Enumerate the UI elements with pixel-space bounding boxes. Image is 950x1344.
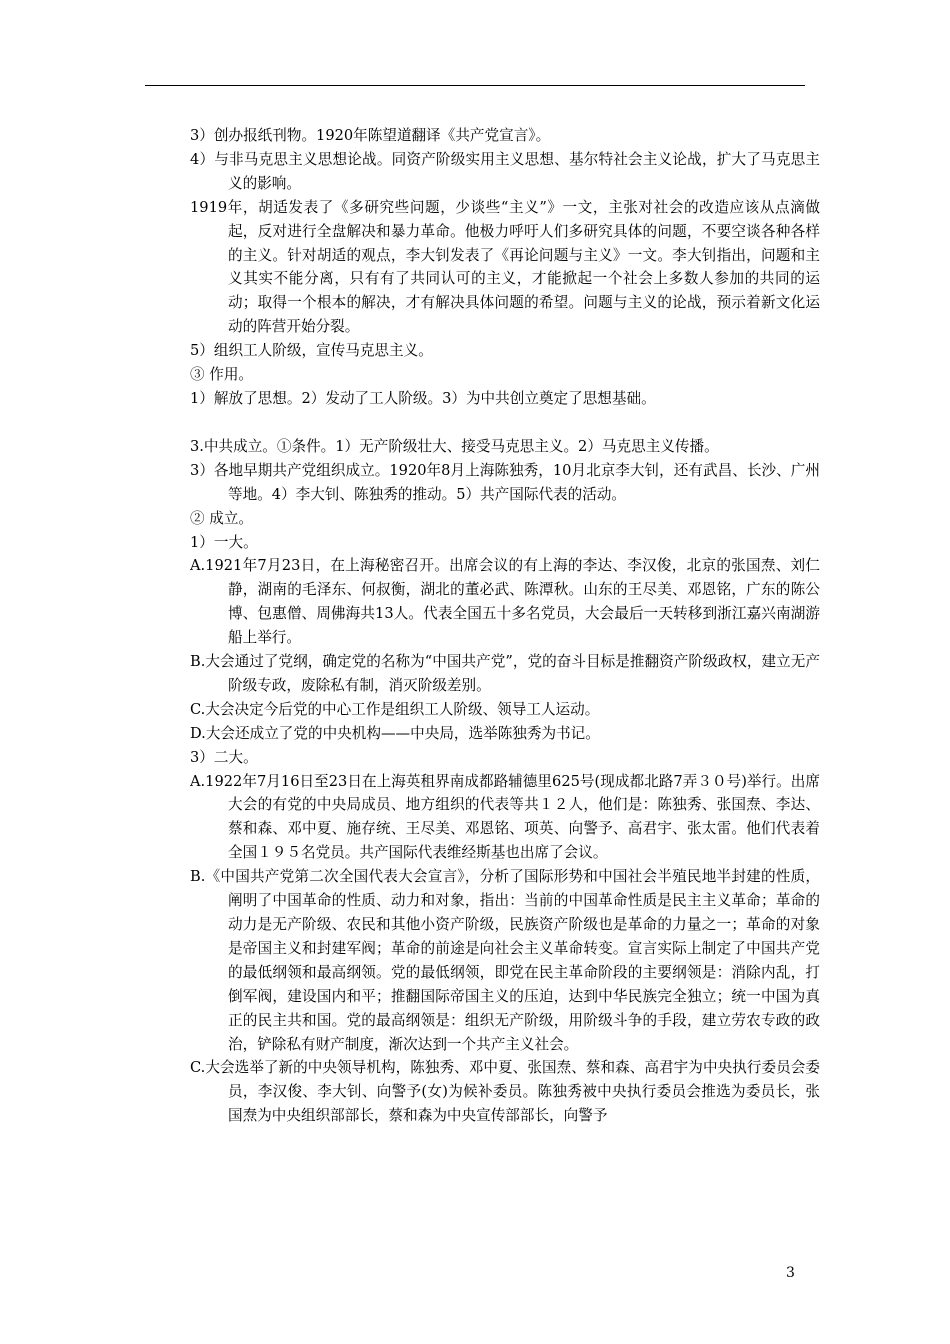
paragraph: B.大会通过了党纲，确定党的名称为“中国共产党”，党的奋斗目标是推翻资产阶级政权，建立无产阶级专政，废除私有制，消灭阶级差别。 (190, 653, 820, 694)
paragraph: A.1922年7月16日至23日在上海英租界南成都路辅德里625号(现成都北路7弄３０号)举行。出席大会的有党的中央局成员、地方组织的代表等共１２人，他们是：陈独秀、张国焘、李达、蔡和森、邓中夏、施存统、王尽美、邓恩铭、项英、向警予、高君宇、张太雷。他们代表着全国１９５名党员。共产国际代表维经斯基也出席了会议。 (190, 772, 820, 862)
paragraph: D.大会还成立了党的中央机构——中央局，选举陈独秀为书记。 (190, 724, 600, 742)
paragraph: 3）创办报纸刊物。1920年陈望道翻译《共产党宣言》。 (190, 127, 551, 144)
paragraph: 4）与非马克思主义思想论战。同资产阶级实用主义思想、基尔特社会主义论战，扩大了马克思主义的影响。 (190, 150, 820, 192)
paragraph: 1919年，胡适发表了《多研究些问题，少谈些“主义”》一文，主张对社会的改造应该从点滴做起，反对进行全盘解决和暴力革命。他极力呼吁人们多研究具体的问题，不要空谈各种各样的主义。针对胡适的观点，李大钊发表了《再论问题与主义》一文。李大钊指出，问题和主义其实不能分离，只有有了共同认可的主义，才能掀起一个社会上多数人参加的共同的运动；取得一个根本的解决，才有解决具体问题的希望。问题与主义的论战，预示着新文化运动的阵营开始分裂。 (190, 198, 820, 336)
paragraph: 1）解放了思想。2）发动了工人阶级。3）为中共创立奠定了思想基础。 (190, 389, 656, 407)
page-number: 3 (786, 1265, 795, 1281)
paragraph: 5）组织工人阶级，宣传马克思主义。 (190, 342, 433, 360)
paragraph: 3）各地早期共产党组织成立。1920年8月上海陈独秀，10月北京李大钊，还有武昌、长沙、广州等地。4）李大钊、陈独秀的推动。5）共产国际代表的活动。 (190, 461, 820, 503)
paragraph: ③ 作用。 (190, 366, 254, 384)
paragraph: B.《中国共产党第二次全国代表大会宣言》，分析了国际形势和中国社会半殖民地半封建的性质，阐明了中国革命的性质、动力和对象，指出：当前的中国革命性质是民主主义革命；革命的动力是无产阶级、农民和其他小资产阶级，民族资产阶级也是革命的力量之一；革命的对象是帝国主义和封建军阀；革命的前途是向社会主义革命转变。宣言实际上制定了中国共产党的最低纲领和最高纲领。党的最低纲领，即党在民主革命阶段的主要纲领是：消除内乱，打倒军阀，建设国内和平；推翻国际帝国主义的压迫，达到中华民族完全独立；统一中国为真正的民主共和国。党的最高纲领是：组织无产阶级，用阶级斗争的手段，建立劳农专政的政治，铲除私有财产制度，渐次达到一个共产主义社会。 (190, 868, 820, 1053)
header-rule (145, 85, 805, 86)
paragraph: C.大会选举了新的中央领导机构，陈独秀、邓中夏、张国焘、蔡和森、高君宇为中央执行委员会委员，李汉俊、李大钊、向警予(女)为候补委员。陈独秀被中央执行委员会推选为委员长，张国焘为中央组织部部长，蔡和森为中央宣传部部长，向警予 (190, 1059, 820, 1125)
paragraph: 3.中共成立。①条件。1）无产阶级壮大、接受马克思主义。2）马克思主义传播。 (190, 437, 719, 455)
paragraph: ② 成立。 (190, 509, 254, 527)
document-body (190, 124, 820, 1128)
paragraph: 1）一大。 (190, 533, 258, 551)
paragraph: A.1921年7月23日，在上海秘密召开。出席会议的有上海的李达、李汉俊，北京的张国焘、刘仁静，湖南的毛泽东、何叔衡，湖北的董必武、陈潭秋。山东的王尽美、邓恩铭，广东的陈公博、包惠僧、周佛海共13人。代表全国五十多名党员，大会最后一天转移到浙江嘉兴南湖游船上举行。 (190, 557, 820, 647)
paragraph: 3）二大。 (190, 748, 258, 766)
paragraph: C.大会决定今后党的中心工作是组织工人阶级、领导工人运动。 (190, 700, 600, 718)
paragraph-spacer (190, 411, 820, 435)
